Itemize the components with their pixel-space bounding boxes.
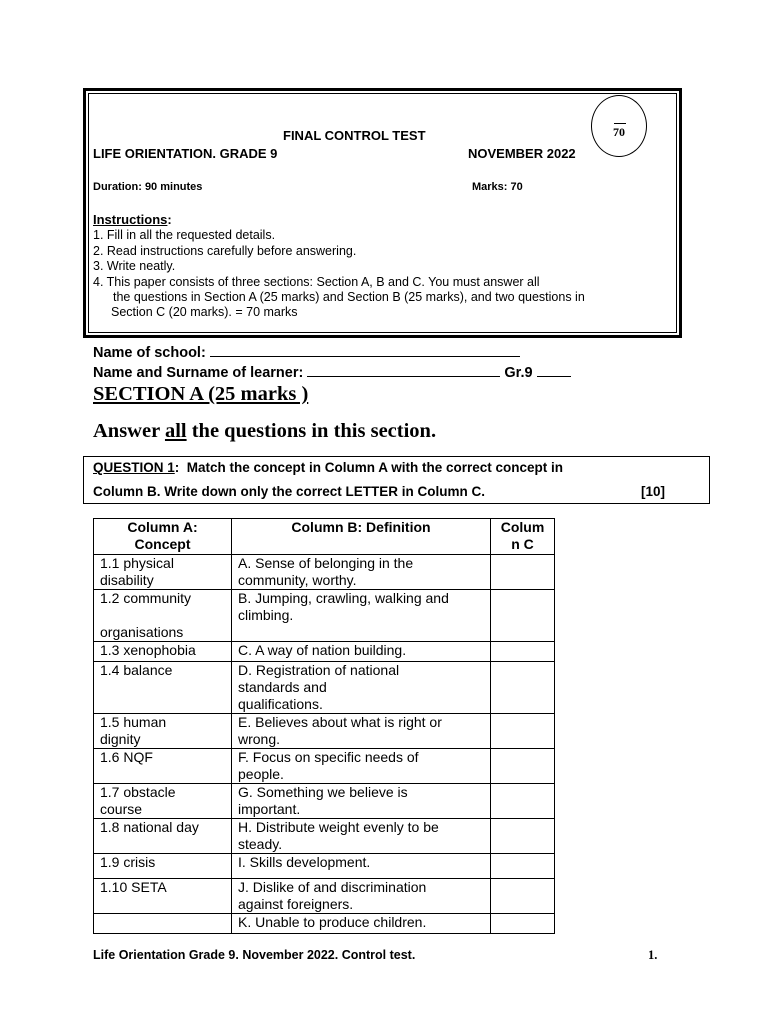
school-name-field[interactable] bbox=[210, 344, 520, 357]
school-name-row bbox=[93, 344, 520, 361]
table-row bbox=[94, 590, 555, 642]
learner-name-row bbox=[93, 364, 571, 381]
section-instruction-emphasis: all bbox=[164, 420, 187, 442]
footer-text: Life Orientation Grade 9. November 2022. Control test. bbox=[93, 948, 416, 962]
definition-cell: H. Distribute weight evenly to be steady. bbox=[232, 819, 491, 854]
grade-label: Gr.9 bbox=[504, 365, 533, 381]
question-text-2: Column B. Write down only the correct LETTER in Column C. bbox=[93, 484, 486, 499]
instruction-line: 2. Read instructions carefully before answering. bbox=[93, 244, 357, 258]
instructions-heading bbox=[93, 212, 172, 227]
answer-cell[interactable] bbox=[491, 642, 555, 662]
concept-cell bbox=[94, 914, 232, 934]
definition-cell: C. A way of nation building. bbox=[232, 642, 491, 662]
concept-cell: 1.5 human dignity bbox=[94, 714, 232, 749]
definition-cell: K. Unable to produce children. bbox=[232, 914, 491, 934]
answer-cell[interactable] bbox=[491, 879, 555, 914]
table-row bbox=[94, 642, 555, 662]
page-number: 1. bbox=[648, 948, 658, 962]
section-title: SECTION A (25 marks ) bbox=[93, 383, 309, 405]
definition-cell: G. Something we believe is important. bbox=[232, 784, 491, 819]
concept-cell: 1.8 national day bbox=[94, 819, 232, 854]
concept-cell: 1.6 NQF bbox=[94, 749, 232, 784]
answer-cell[interactable] bbox=[491, 784, 555, 819]
score-fraction-line bbox=[614, 123, 626, 124]
section-instruction bbox=[93, 420, 436, 443]
question-text-1: Match the concept in Column A with the correct concept in bbox=[179, 460, 564, 475]
answer-cell[interactable] bbox=[491, 662, 555, 714]
table-row bbox=[94, 879, 555, 914]
table-row bbox=[94, 819, 555, 854]
table-header-row bbox=[94, 519, 555, 555]
concept-cell: 1.2 community organisations bbox=[94, 590, 232, 642]
answer-cell[interactable] bbox=[491, 819, 555, 854]
column-c-header: Colum n C bbox=[491, 519, 555, 555]
definition-cell: I. Skills development. bbox=[232, 854, 491, 879]
table-row bbox=[94, 555, 555, 590]
concept-cell: 1.7 obstacle course bbox=[94, 784, 232, 819]
test-title: FINAL CONTROL TEST bbox=[283, 128, 426, 143]
column-a-header: Column A: Concept bbox=[94, 519, 232, 555]
answer-cell[interactable] bbox=[491, 854, 555, 879]
table-row bbox=[94, 854, 555, 879]
instruction-line: the questions in Section A (25 marks) and Section B (25 marks), and two questions in bbox=[113, 290, 585, 304]
instruction-line: 4. This paper consists of three sections: Section A, B and C. You must answer all bbox=[93, 275, 540, 289]
subject-grade: LIFE ORIENTATION. GRADE 9 bbox=[93, 146, 278, 161]
instruction-line: 1. Fill in all the requested details. bbox=[93, 228, 276, 242]
definition-cell: B. Jumping, crawling, walking and climbing. bbox=[232, 590, 491, 642]
column-b-header: Column B: Definition bbox=[232, 519, 491, 555]
instruction-line: Section C (20 marks). = 70 marks bbox=[111, 305, 298, 319]
score-total: 70 bbox=[613, 125, 625, 139]
concept-cell: 1.1 physical disability bbox=[94, 555, 232, 590]
definition-cell: F. Focus on specific needs of people. bbox=[232, 749, 491, 784]
score-circle bbox=[591, 95, 647, 157]
concept-cell: 1.9 crisis bbox=[94, 854, 232, 879]
instructions-heading-text: Instructions bbox=[93, 212, 168, 227]
test-date: NOVEMBER 2022 bbox=[468, 146, 576, 161]
instruction-line: 3. Write neatly. bbox=[93, 259, 176, 273]
instructions-heading-colon: : bbox=[167, 212, 172, 227]
answer-cell[interactable] bbox=[491, 590, 555, 642]
table-row bbox=[94, 749, 555, 784]
learner-name-field[interactable] bbox=[307, 364, 500, 377]
answer-cell[interactable] bbox=[491, 749, 555, 784]
definition-cell: E. Believes about what is right or wrong. bbox=[232, 714, 491, 749]
table-row bbox=[94, 662, 555, 714]
learner-name-label: Name and Surname of learner: bbox=[93, 365, 304, 381]
question-label: QUESTION 1 bbox=[93, 460, 175, 475]
matching-table bbox=[93, 518, 555, 934]
definition-cell: D. Registration of national standards and qualifications. bbox=[232, 662, 491, 714]
question-label-colon: : bbox=[174, 460, 180, 475]
answer-cell[interactable] bbox=[491, 914, 555, 934]
answer-cell[interactable] bbox=[491, 714, 555, 749]
question-line-1 bbox=[93, 460, 563, 475]
table-row bbox=[94, 714, 555, 749]
definition-cell: J. Dislike of and discrimination against foreigners. bbox=[232, 879, 491, 914]
concept-cell: 1.10 SETA bbox=[94, 879, 232, 914]
grade-class-field[interactable] bbox=[537, 364, 571, 377]
definition-cell: A. Sense of belonging in the community, worthy. bbox=[232, 555, 491, 590]
school-name-label: Name of school: bbox=[93, 345, 206, 361]
answer-cell[interactable] bbox=[491, 555, 555, 590]
question-marks: [10] bbox=[641, 484, 666, 499]
table-row bbox=[94, 914, 555, 934]
duration: Duration: 90 minutes bbox=[93, 181, 203, 193]
section-instruction-prefix: Answer bbox=[93, 420, 165, 442]
marks: Marks: 70 bbox=[472, 181, 523, 193]
concept-cell: 1.3 xenophobia bbox=[94, 642, 232, 662]
section-instruction-suffix: the questions in this section. bbox=[186, 420, 437, 442]
table-row bbox=[94, 784, 555, 819]
concept-cell: 1.4 balance bbox=[94, 662, 232, 714]
